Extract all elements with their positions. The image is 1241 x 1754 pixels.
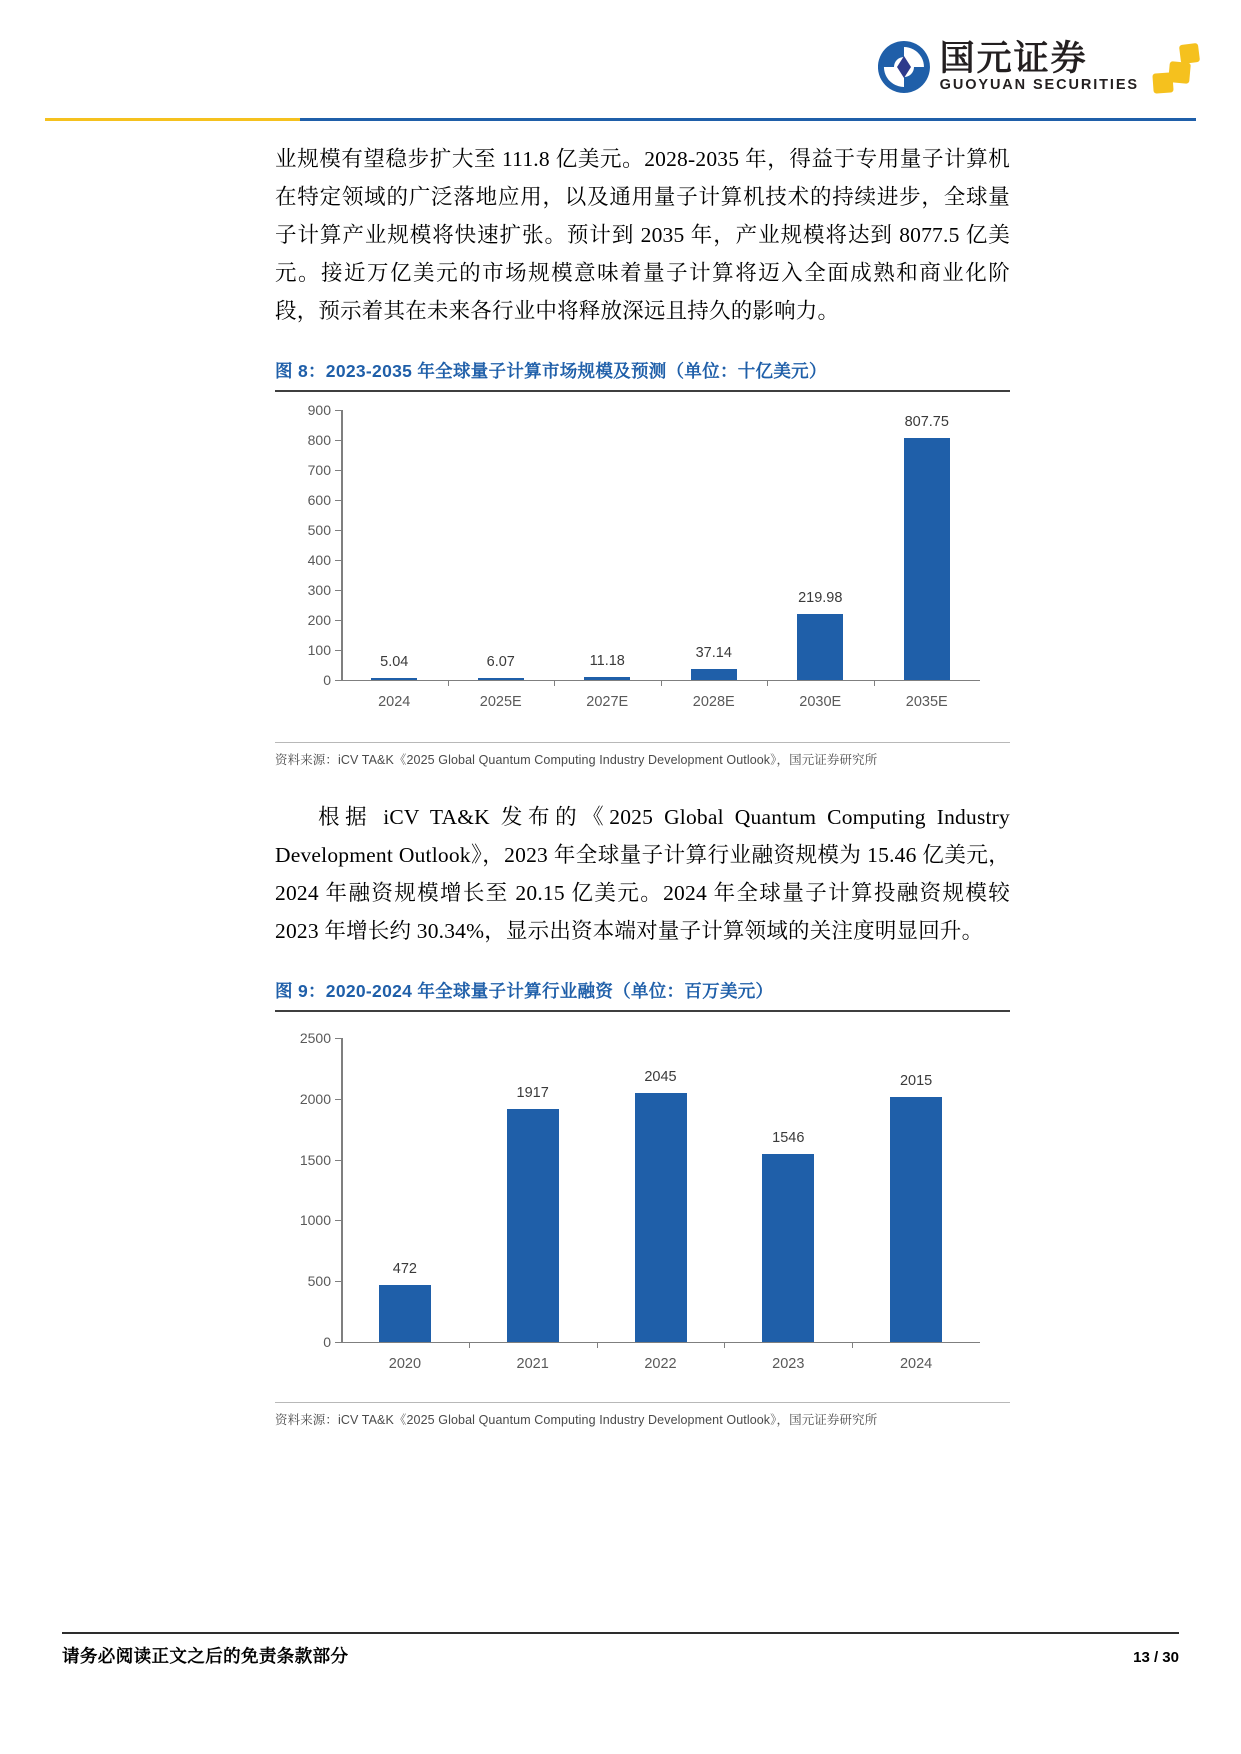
bar-value-label: 6.07 bbox=[486, 654, 515, 671]
y-axis-tick-label: 800 bbox=[307, 432, 331, 448]
x-axis-line bbox=[341, 1342, 980, 1343]
bar-value-label: 37.14 bbox=[695, 644, 732, 661]
page-content bbox=[275, 140, 1010, 1428]
x-axis-tick-label: 2035E bbox=[905, 694, 948, 710]
bar bbox=[890, 1097, 942, 1342]
bar bbox=[635, 1093, 687, 1342]
bar-chart-financing bbox=[275, 1012, 1010, 1402]
bar bbox=[379, 1285, 431, 1342]
y-axis-tick-label: 300 bbox=[307, 582, 331, 598]
figure-9-source: 资料来源：iCV TA&K《2025 Global Quantum Computing Industry Development Outlook》，国元证券研究所 bbox=[275, 1413, 878, 1427]
logo-text bbox=[940, 40, 1139, 95]
header-divider-blue bbox=[300, 118, 1196, 121]
y-axis-tick-label: 2500 bbox=[299, 1030, 331, 1046]
bar bbox=[797, 614, 843, 680]
bar-value-label: 807.75 bbox=[904, 413, 949, 430]
figure-9-title: 图 9：2020-2024 年全球量子计算行业融资（单位：百万美元） bbox=[275, 981, 774, 1001]
footer-disclaimer: 请务必阅读正文之后的免责条款部分 bbox=[62, 1646, 349, 1666]
y-axis-tick-label: 500 bbox=[307, 1273, 331, 1290]
y-axis-tick-label: 2000 bbox=[299, 1090, 331, 1107]
footer-divider bbox=[62, 1632, 1179, 1634]
company-logo bbox=[878, 38, 1199, 96]
x-axis-tick-mark bbox=[661, 680, 662, 686]
logo-name-cn: 国元证券 bbox=[939, 38, 1088, 78]
header-divider-yellow bbox=[45, 118, 300, 121]
x-axis-tick-mark bbox=[874, 680, 875, 686]
y-axis-tick-label: 600 bbox=[307, 492, 331, 508]
x-axis-tick-mark bbox=[724, 1342, 725, 1348]
y-axis-line bbox=[341, 410, 343, 680]
y-axis-tick-label: 0 bbox=[323, 1334, 331, 1350]
bar-value-label: 472 bbox=[392, 1260, 417, 1277]
x-axis-tick-label: 2028E bbox=[692, 694, 735, 710]
y-axis-tick-label: 1500 bbox=[299, 1151, 331, 1168]
x-axis-tick-mark bbox=[469, 1342, 470, 1348]
x-axis-tick-mark bbox=[448, 680, 449, 686]
page-header bbox=[0, 0, 1241, 132]
bar-value-label: 11.18 bbox=[589, 652, 625, 669]
x-axis-tick-mark bbox=[852, 1342, 853, 1348]
x-axis-tick-label: 2023 bbox=[772, 1356, 805, 1372]
bar-value-label: 2015 bbox=[899, 1072, 933, 1089]
x-axis-tick-label: 2021 bbox=[516, 1356, 549, 1372]
y-axis-tick-label: 1000 bbox=[299, 1212, 331, 1229]
x-axis-tick-label: 2020 bbox=[388, 1356, 422, 1372]
x-axis-tick-label: 2024 bbox=[378, 694, 411, 710]
y-axis-tick-label: 100 bbox=[307, 642, 331, 658]
bar-chart-market-size bbox=[275, 392, 1010, 742]
bar bbox=[691, 669, 737, 680]
x-axis-tick-label: 2024 bbox=[899, 1356, 933, 1372]
bar-value-label: 1546 bbox=[772, 1130, 805, 1146]
bar bbox=[478, 678, 524, 680]
logo-name-en: GUOYUAN SECURITIES bbox=[939, 77, 1139, 94]
x-axis-tick-mark bbox=[597, 1342, 598, 1348]
paragraph-market-size: 业规模有望稳步扩大至 111.8 亿美元。2028-2035 年，得益于专用量子计算机在特定领域的广泛落地应用，以及通用量子计算机技术的持续进步，全球量子计算产业规模将快速扩张。预计到 2035 年，产业规模将达到 8077.5 亿美元。接近万亿美元的市场规模意味着量子计算将迈入全面成熟和商业化阶段，预示着其在未来各行业中将释放深远且持久的影响力。 bbox=[275, 147, 1010, 323]
y-axis-tick-label: 400 bbox=[307, 552, 331, 568]
x-axis-tick-label: 2027E bbox=[586, 694, 629, 710]
x-axis-tick-label: 2030E bbox=[799, 694, 842, 710]
bar bbox=[762, 1154, 814, 1342]
bar bbox=[904, 438, 950, 680]
bar-value-label: 1917 bbox=[516, 1084, 549, 1101]
guoyuan-logo-icon bbox=[878, 41, 930, 93]
footer-page-number: 13 / 30 bbox=[1133, 1649, 1179, 1666]
figure-9 bbox=[275, 978, 1010, 1428]
x-axis-tick-label: 2022 bbox=[644, 1356, 677, 1372]
bar-value-label: 5.04 bbox=[380, 654, 409, 671]
bar bbox=[371, 678, 417, 680]
bar bbox=[507, 1109, 559, 1342]
y-axis-tick-label: 200 bbox=[307, 612, 331, 628]
header-divider bbox=[45, 118, 1196, 121]
y-axis-tick-label: 700 bbox=[307, 462, 331, 478]
logo-square-3 bbox=[1152, 72, 1173, 93]
figure-8-title: 图 8：2023-2035 年全球量子计算市场规模及预测（单位：十亿美元） bbox=[275, 361, 827, 381]
logo-squares-icon bbox=[1153, 42, 1199, 96]
figure-9-chart-area bbox=[275, 1012, 1010, 1402]
x-axis-tick-label: 2025E bbox=[479, 694, 522, 710]
x-axis-tick-mark bbox=[767, 680, 768, 686]
bar bbox=[584, 677, 630, 680]
paragraph-financing: 根据 iCV TA&K 发布的《2025 Global Quantum Computing Industry Development Outlook》，2023 年全球量子计算行业融资规模为 15.46 亿美元，2024 年融资规模增长至 20.15 亿美元。2024 年全球量子计算投融资规模较 2023 年增长约 30.34%，显示出资本端对量子计算领域的关注度明显回升。 bbox=[275, 805, 1010, 943]
figure-8 bbox=[275, 358, 1010, 768]
bar-value-label: 219.98 bbox=[798, 590, 843, 606]
figure-8-source: 资料来源：iCV TA&K《2025 Global Quantum Computing Industry Development Outlook》，国元证券研究所 bbox=[275, 753, 878, 767]
y-axis-tick-label: 0 bbox=[323, 672, 331, 688]
x-axis-tick-mark bbox=[554, 680, 555, 686]
y-axis-tick-label: 500 bbox=[307, 522, 331, 538]
bar-value-label: 2045 bbox=[644, 1069, 677, 1086]
figure-8-chart-area bbox=[275, 392, 1010, 742]
y-axis-line bbox=[341, 1038, 343, 1342]
logo-square-1 bbox=[1179, 43, 1200, 64]
y-axis-tick-label: 900 bbox=[307, 402, 331, 418]
